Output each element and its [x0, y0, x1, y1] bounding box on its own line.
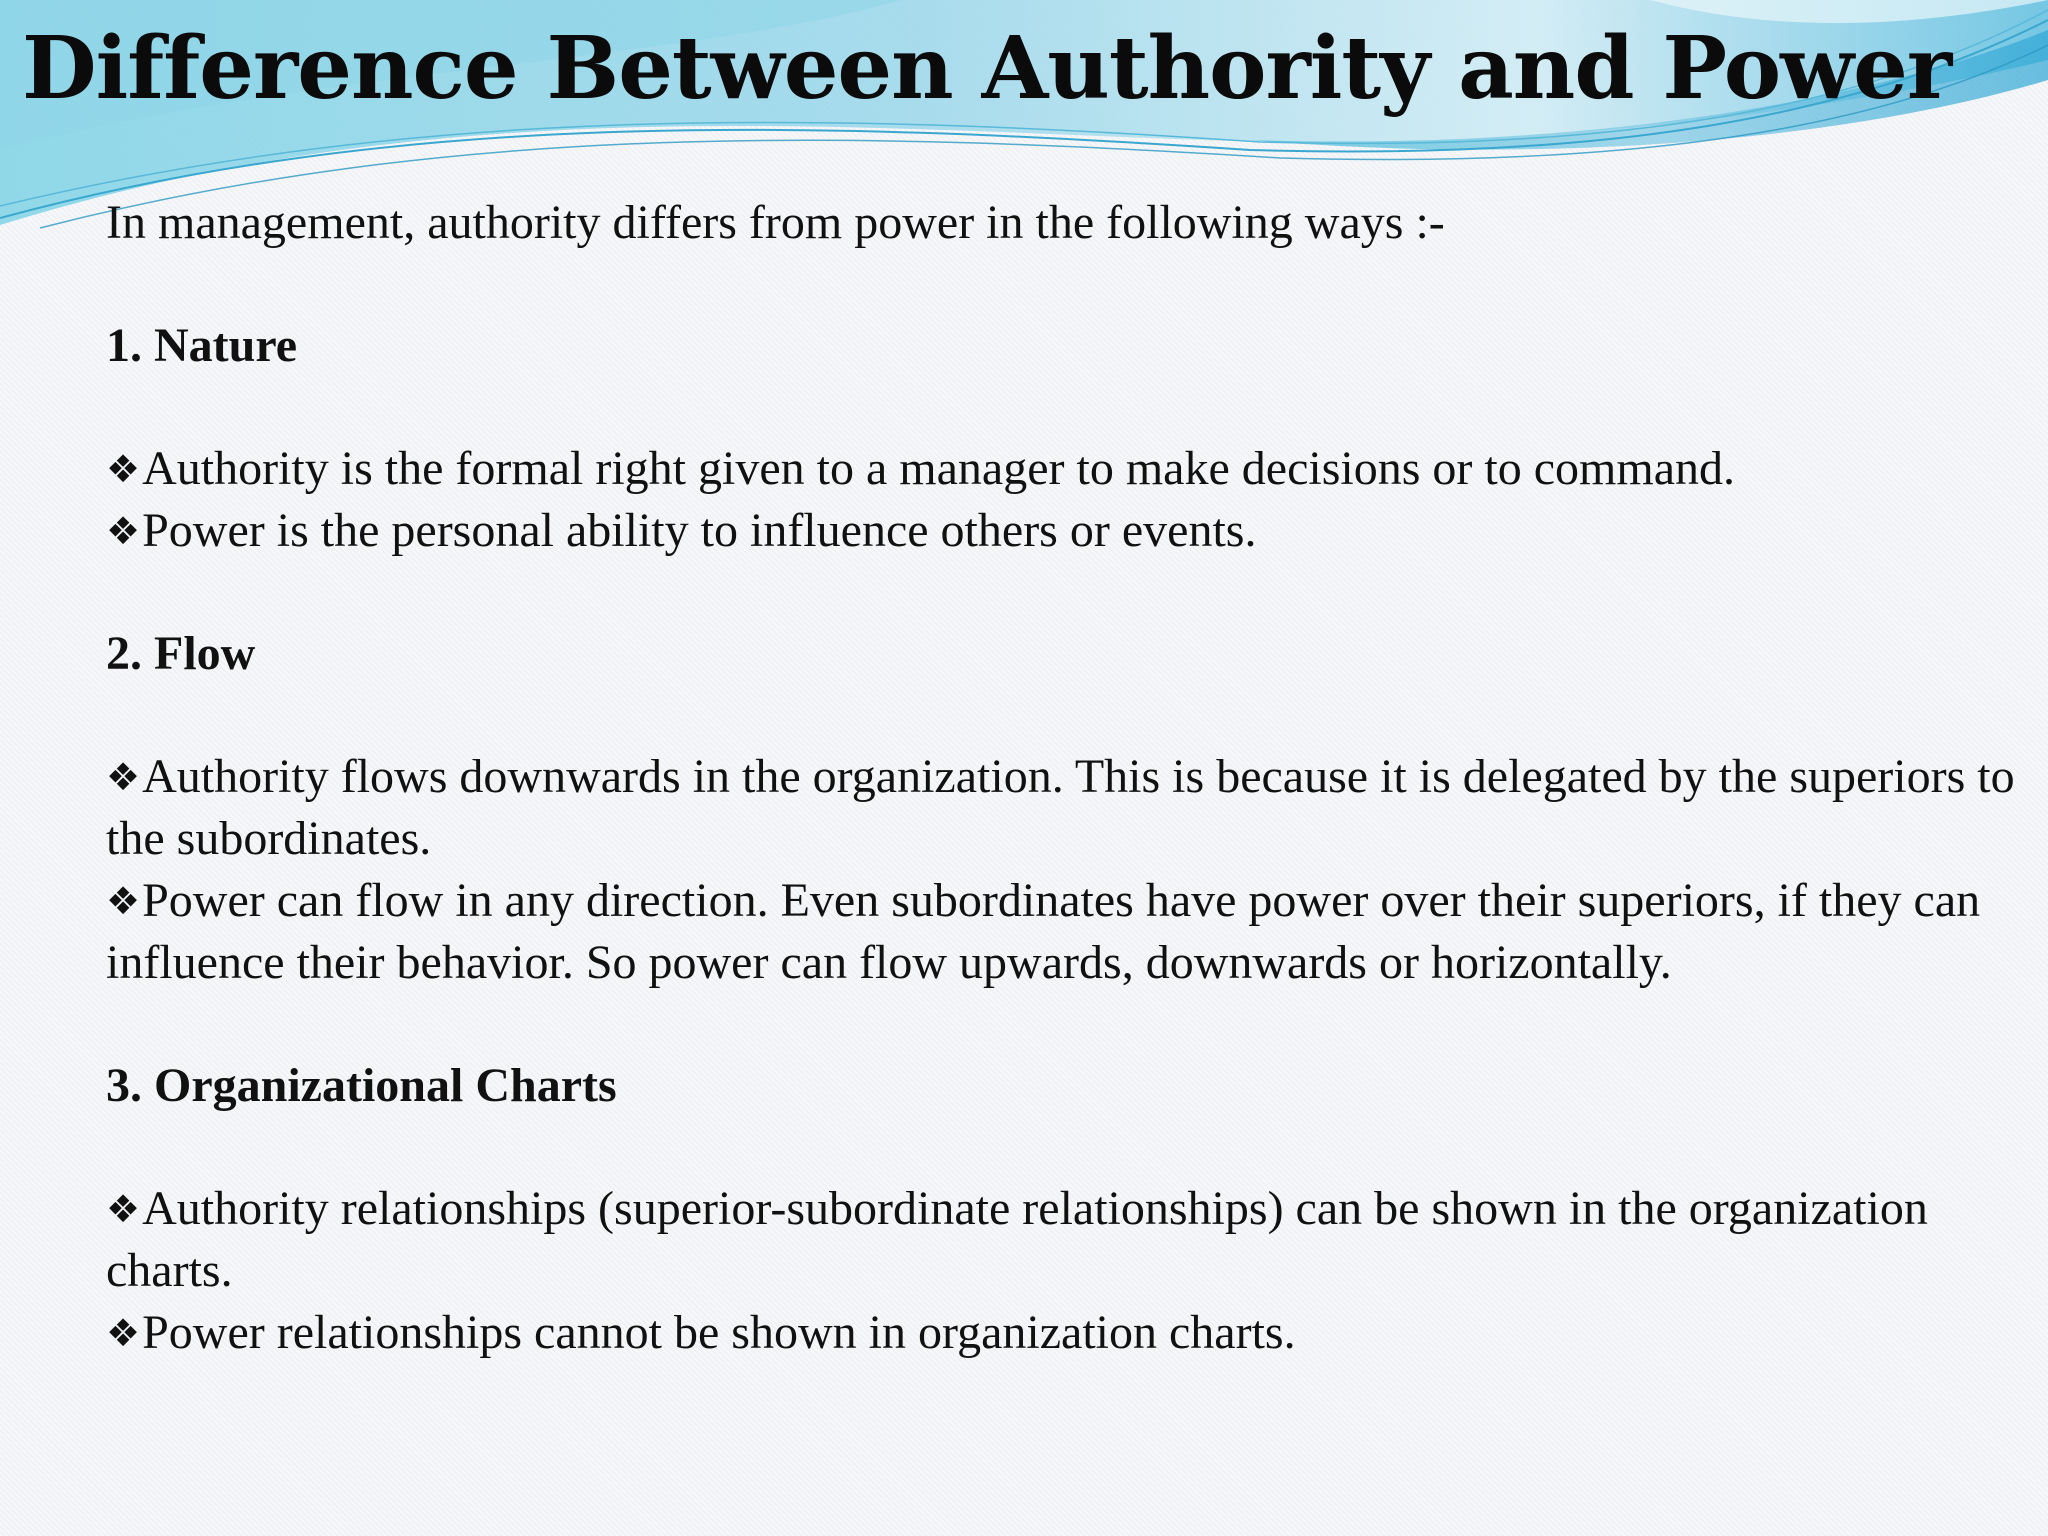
four-diamond-bullet-icon: ❖ [106, 879, 141, 923]
section-heading: 1. Nature [106, 319, 298, 372]
bullet-text: Power is the personal ability to influence others or events. [142, 504, 1257, 557]
four-diamond-bullet-icon: ❖ [106, 1311, 141, 1355]
section-organizational-charts [106, 1055, 2026, 1364]
section-heading: 2. Flow [106, 627, 256, 680]
bullet-text: Authority relationships (superior-subordinate relationships) can be shown in the organization charts. [106, 1182, 1928, 1297]
list-item [106, 438, 2026, 500]
bullet-text: Power relationships cannot be shown in organization charts. [142, 1306, 1296, 1359]
section-heading: 3. Organizational Charts [106, 1059, 617, 1112]
four-diamond-bullet-icon: ❖ [106, 1187, 141, 1231]
four-diamond-bullet-icon: ❖ [106, 755, 141, 799]
four-diamond-bullet-icon: ❖ [106, 509, 141, 553]
bullet-list [106, 438, 2026, 562]
bullet-text: Authority flows downwards in the organization. This is because it is delegated by the superiors to the subordinates. [106, 750, 2015, 865]
bullet-list [106, 746, 2026, 994]
intro-text: In management, authority differs from power in the following ways :- [106, 196, 1445, 249]
list-item [106, 500, 2026, 562]
section-nature [106, 315, 2026, 562]
bullet-list [106, 1178, 2026, 1364]
list-item [106, 1178, 2026, 1302]
four-diamond-bullet-icon: ❖ [106, 447, 141, 491]
list-item [106, 1302, 2026, 1364]
slide-body [106, 192, 2026, 1364]
section-flow [106, 623, 2026, 994]
list-item [106, 746, 2026, 870]
bullet-text: Power can flow in any direction. Even subordinates have power over their superiors, if they can influence their behavior. So power can flow upwards, downwards or horizontally. [106, 874, 1981, 989]
slide-title: Difference Between Authority and Power [22, 18, 1952, 119]
list-item [106, 870, 2026, 994]
bullet-text: Authority is the formal right given to a manager to make decisions or to command. [142, 442, 1736, 495]
